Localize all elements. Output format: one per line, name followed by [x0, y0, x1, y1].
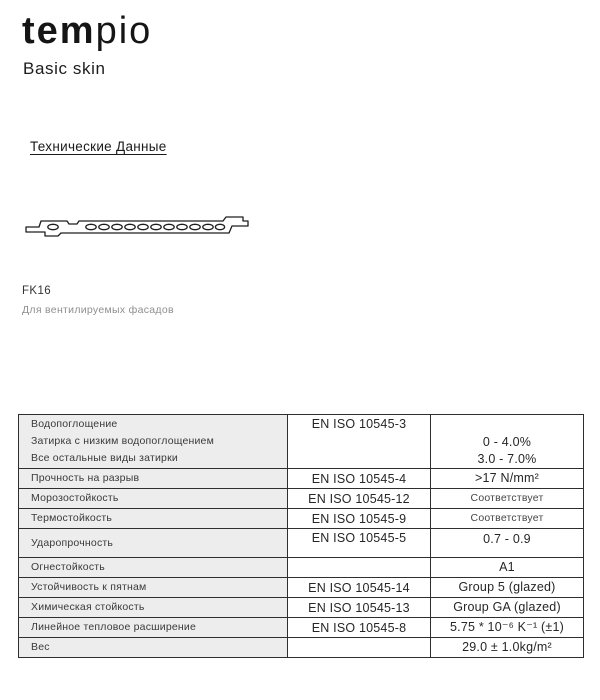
value-cell: [431, 489, 584, 509]
property-cell: [19, 509, 288, 529]
standard-cell: EN ISO 10545-9: [288, 509, 431, 529]
technical-spec-table: [18, 414, 584, 658]
table-row: [19, 415, 584, 469]
value-text: 5.75 * 10⁻⁶ K⁻¹ (±1): [450, 620, 564, 634]
property-label: Все остальные виды затирки: [31, 452, 178, 464]
property-label: Водопоглощение: [31, 418, 118, 430]
table-row: [19, 558, 584, 578]
value-cell: [431, 618, 584, 638]
value-text: [431, 417, 583, 434]
brand-logo: [22, 8, 152, 54]
property-label: Прочность на разрыв: [31, 472, 140, 484]
value-text: 3.0 - 7.0%: [477, 452, 537, 466]
brand-logo-bold: tem: [22, 10, 96, 52]
table-row: [19, 638, 584, 658]
standard-cell: EN ISO 10545-14: [288, 578, 431, 598]
value-text: Соответствует: [470, 512, 544, 524]
property-label: Линейное тепловое расширение: [31, 621, 197, 633]
value-cell: [431, 469, 584, 489]
standard-cell: EN ISO 10545-12: [288, 489, 431, 509]
property-cell: [19, 558, 288, 578]
table-row: [19, 598, 584, 618]
value-text: 0 - 4.0%: [482, 435, 532, 449]
value-cell: [431, 638, 584, 658]
standard-cell: EN ISO 10545-3: [288, 415, 431, 469]
value-text: Group GA (glazed): [453, 600, 561, 614]
property-cell: [19, 598, 288, 618]
panel-cross-section-icon: [20, 214, 250, 242]
standard-cell: [288, 558, 431, 578]
property-label: Ударопрочность: [31, 536, 114, 549]
standard-cell: [288, 638, 431, 658]
value-text: 0.7 - 0.9: [483, 532, 531, 546]
property-label: Термостойкость: [31, 512, 113, 524]
value-cell: [431, 415, 584, 469]
table-row: [19, 509, 584, 529]
value-text: 29.0 ± 1.0kg/m²: [462, 640, 552, 654]
value-cell: [431, 509, 584, 529]
property-label: Морозостойкость: [31, 492, 119, 504]
value-text: >17 N/mm²: [475, 471, 539, 485]
property-cell: [19, 638, 288, 658]
property-label: Устойчивость к пятнам: [31, 581, 147, 593]
product-line-subtitle: Basic skin: [23, 59, 106, 78]
property-label: Затирка с низким водопоглощением: [31, 435, 215, 447]
property-cell: [19, 469, 288, 489]
property-cell: [19, 489, 288, 509]
value-cell: [431, 578, 584, 598]
table-row: [19, 618, 584, 638]
value-text: A1: [499, 560, 515, 574]
section-title: Технические Данные: [30, 139, 167, 154]
table-row: [19, 578, 584, 598]
standard-cell: EN ISO 10545-8: [288, 618, 431, 638]
product-description: Для вентилируемых фасадов: [22, 304, 174, 316]
brand-logo-light: pio: [95, 10, 153, 52]
value-text: Соответствует: [470, 492, 544, 504]
property-cell: [19, 415, 288, 469]
standard-cell: EN ISO 10545-5: [288, 529, 431, 558]
value-cell: [431, 558, 584, 578]
table-row: [19, 529, 584, 558]
value-text: Group 5 (glazed): [458, 580, 556, 594]
table-row: [19, 469, 584, 489]
property-label: Химическая стойкость: [31, 601, 145, 613]
property-cell: [19, 578, 288, 598]
property-label: Вес: [31, 641, 50, 653]
product-code: FK16: [22, 285, 52, 297]
spec-table-body: [19, 415, 584, 658]
property-label: Огнестойкость: [31, 561, 105, 573]
value-cell: [431, 529, 584, 558]
property-cell: [19, 529, 288, 558]
table-row: [19, 489, 584, 509]
value-cell: [431, 598, 584, 618]
standard-cell: EN ISO 10545-13: [288, 598, 431, 618]
property-cell: [19, 618, 288, 638]
standard-cell: EN ISO 10545-4: [288, 469, 431, 489]
